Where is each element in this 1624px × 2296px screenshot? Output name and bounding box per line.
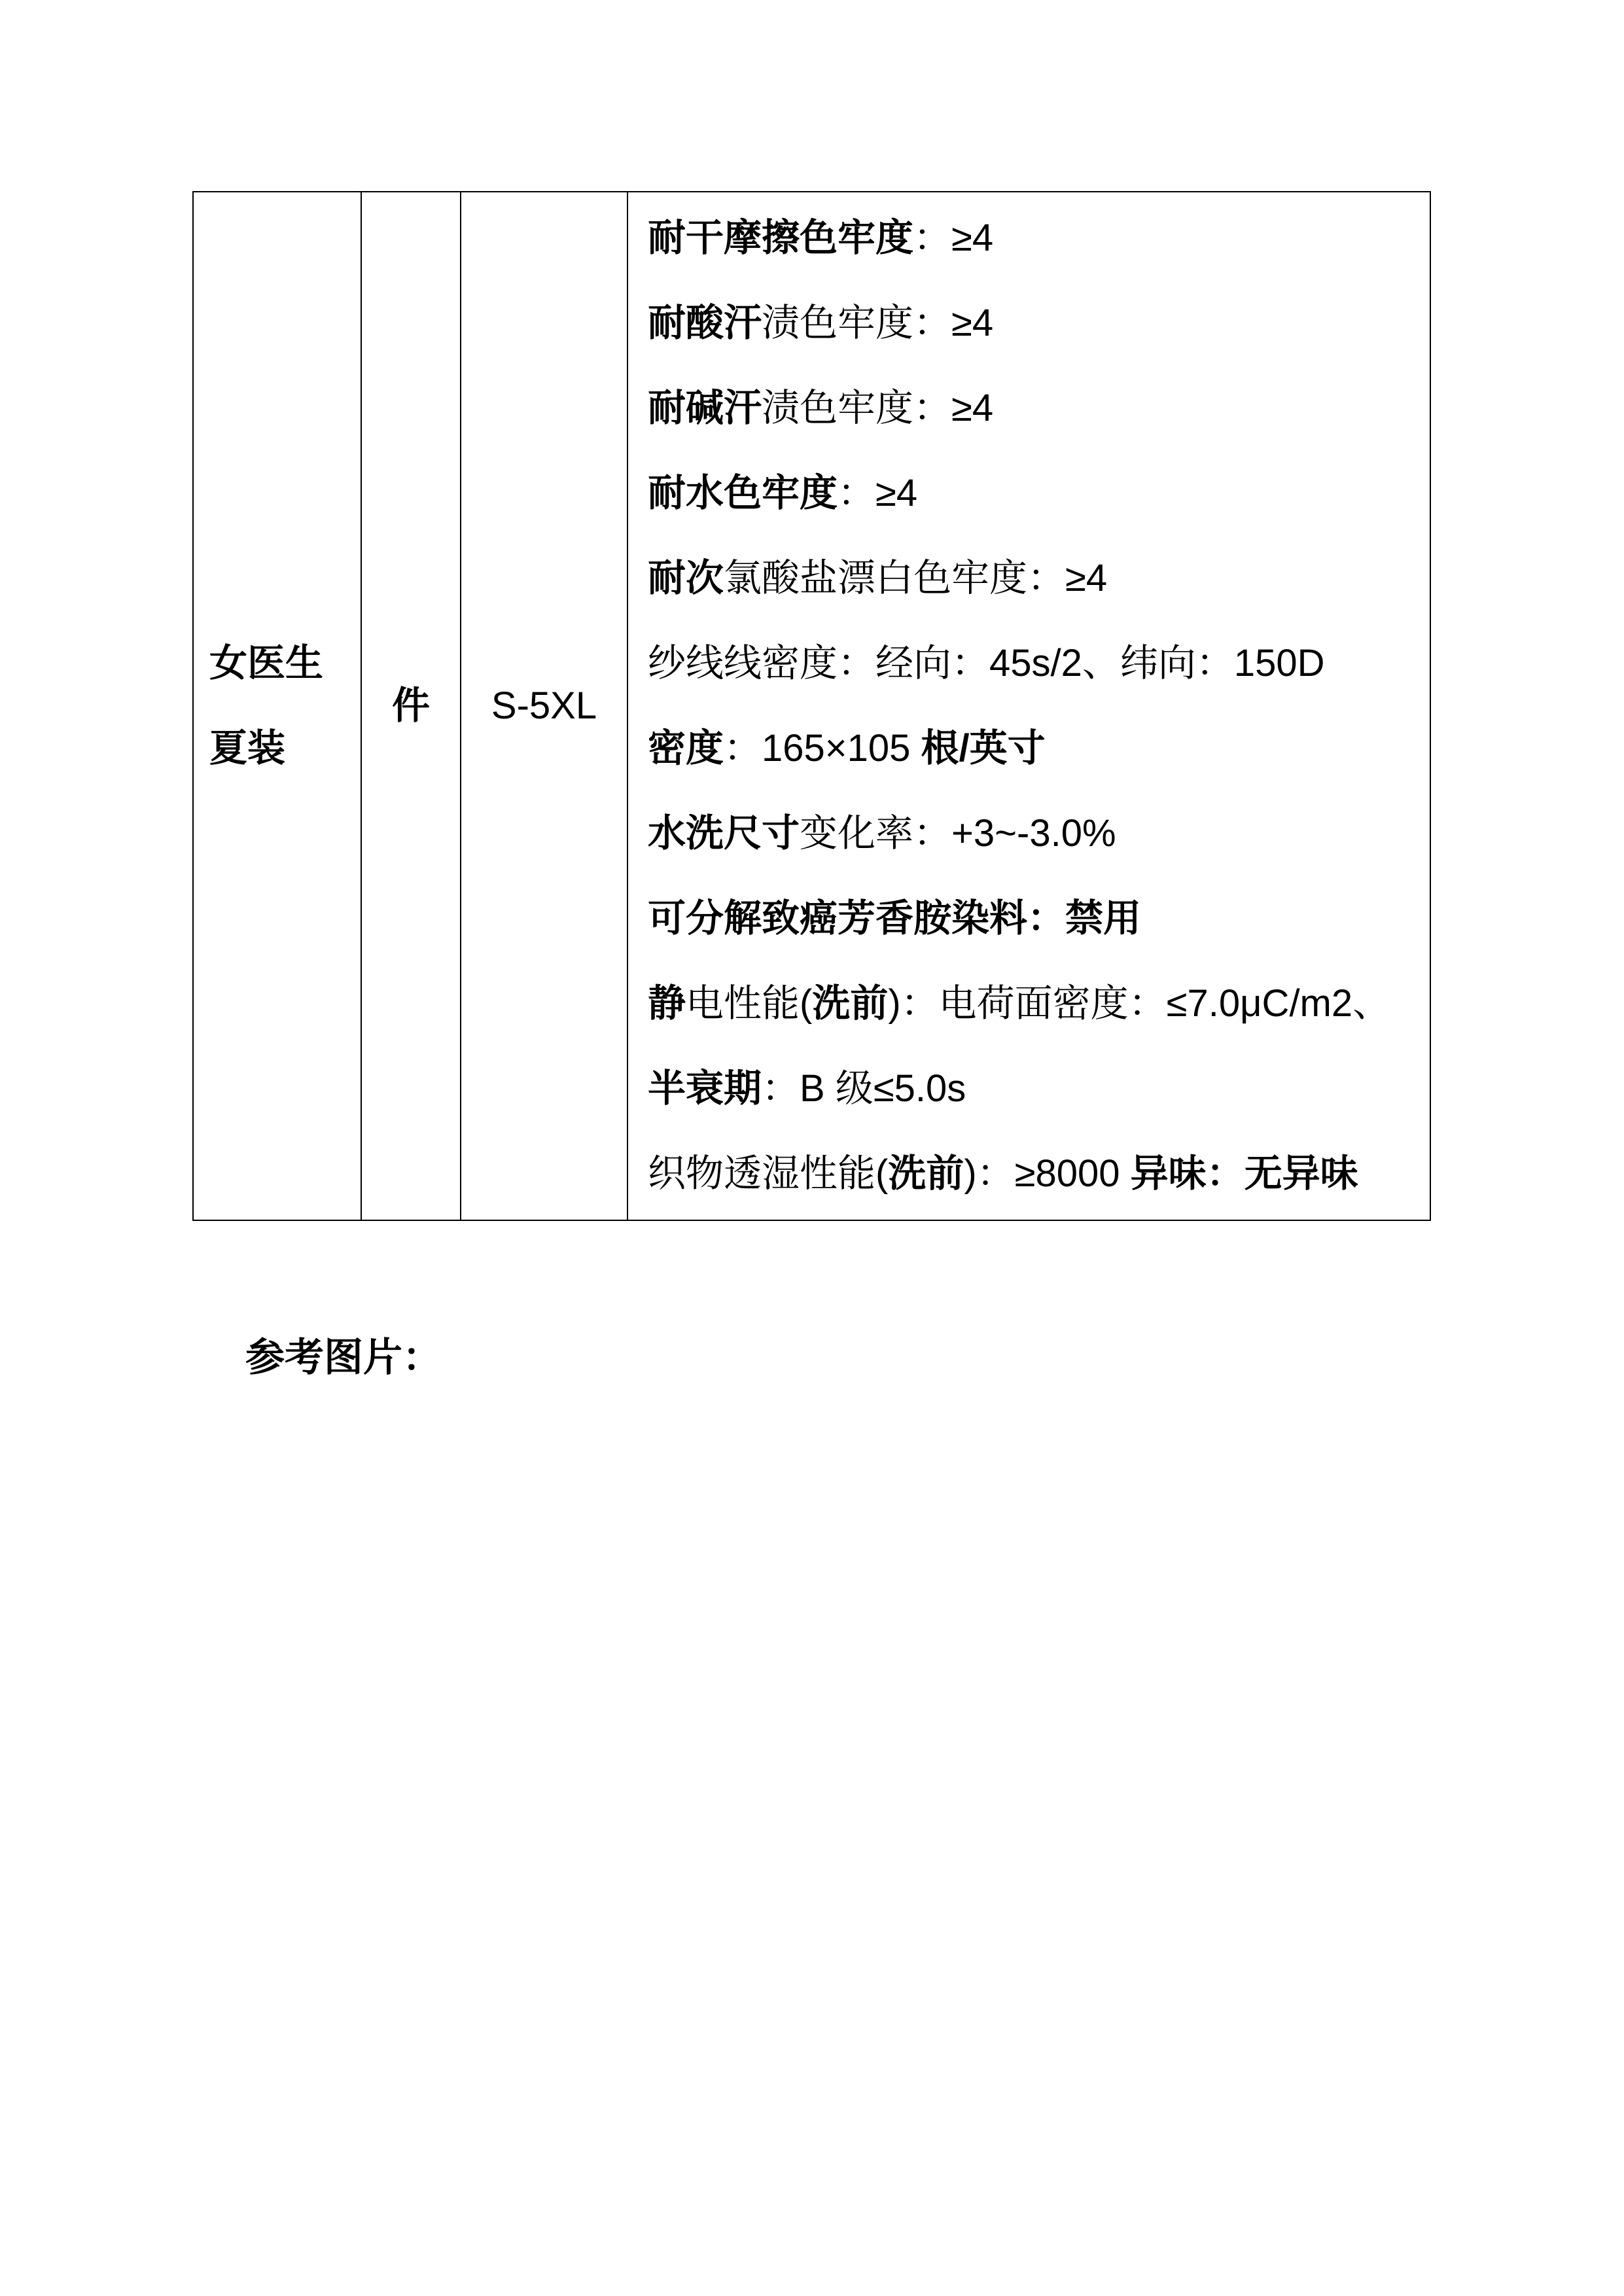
spec-line bbox=[648, 791, 1430, 876]
spec-segment-bold: 密度 bbox=[648, 727, 724, 769]
spec-segment-bold: 静 bbox=[648, 982, 686, 1025]
spec-table bbox=[192, 191, 1431, 1221]
spec-line bbox=[648, 961, 1430, 1046]
spec-segment: ：≥4 bbox=[838, 472, 918, 514]
spec-segment-bold: 洗前 bbox=[888, 1152, 964, 1195]
item-name-line-1: 女医生 bbox=[209, 642, 324, 684]
item-name-line-2: 夏装 bbox=[209, 727, 286, 769]
spec-segment: 变化率：+3~-3.0% bbox=[800, 812, 1116, 855]
spec-line bbox=[648, 451, 1430, 536]
spec-line bbox=[648, 281, 1430, 366]
column-unit bbox=[362, 192, 461, 1220]
spec-segment: ：165×105 bbox=[724, 727, 921, 769]
spec-line bbox=[648, 1131, 1430, 1216]
spec-segment-bold: 耐水色牢度 bbox=[648, 472, 838, 514]
spec-segment-bold: 根/英寸 bbox=[921, 727, 1046, 769]
spec-segment: )：电荷面密度：≤7.0μC/m2、 bbox=[888, 982, 1391, 1025]
spec-segment-bold: 耐次 bbox=[648, 557, 724, 599]
spec-segment-bold: 耐酸汗 bbox=[648, 302, 762, 344]
column-size-range bbox=[461, 192, 628, 1220]
column-specifications bbox=[628, 192, 1430, 1220]
spec-segment-bold: 水洗尺寸 bbox=[648, 812, 800, 855]
spec-line bbox=[648, 876, 1430, 961]
spec-segment: )：≥8000 bbox=[964, 1152, 1131, 1195]
reference-images-caption: 参考图片： bbox=[245, 1335, 442, 1379]
spec-segment: 纱线线密度：经向：45s/2、纬向：150D bbox=[648, 642, 1325, 684]
spec-segment-bold: 异味：无异味 bbox=[1130, 1152, 1358, 1195]
spec-line bbox=[648, 1046, 1430, 1131]
spec-segment: 氯酸盐漂白色牢度：≥4 bbox=[724, 557, 1108, 599]
spec-segment-bold: 耐碱汗 bbox=[648, 387, 762, 429]
spec-line bbox=[648, 366, 1430, 451]
unit-value: 件 bbox=[391, 684, 430, 727]
spec-segment: 渍色牢度：≥4 bbox=[762, 302, 994, 344]
size-range-value: S-5XL bbox=[491, 684, 597, 727]
spec-segment-bold: 半衰期 bbox=[648, 1067, 762, 1110]
spec-line bbox=[648, 621, 1430, 706]
spec-segment: 织物透湿性能( bbox=[648, 1152, 889, 1195]
spec-segment: 电性能( bbox=[686, 982, 813, 1025]
column-item-name bbox=[194, 192, 362, 1220]
spec-segment: ：≥4 bbox=[913, 217, 994, 259]
spec-segment-bold: 洗前 bbox=[812, 982, 889, 1025]
spec-segment: ：B 级≤5.0s bbox=[762, 1067, 966, 1110]
spec-segment-bold: 耐干摩擦色牢度 bbox=[648, 217, 914, 259]
spec-line bbox=[648, 196, 1430, 281]
spec-line bbox=[648, 536, 1430, 621]
spec-line bbox=[648, 706, 1430, 791]
spec-segment-bold: 可分解致癌芳香胺染料：禁用 bbox=[648, 897, 1142, 940]
spec-segment: 渍色牢度：≥4 bbox=[762, 387, 994, 429]
